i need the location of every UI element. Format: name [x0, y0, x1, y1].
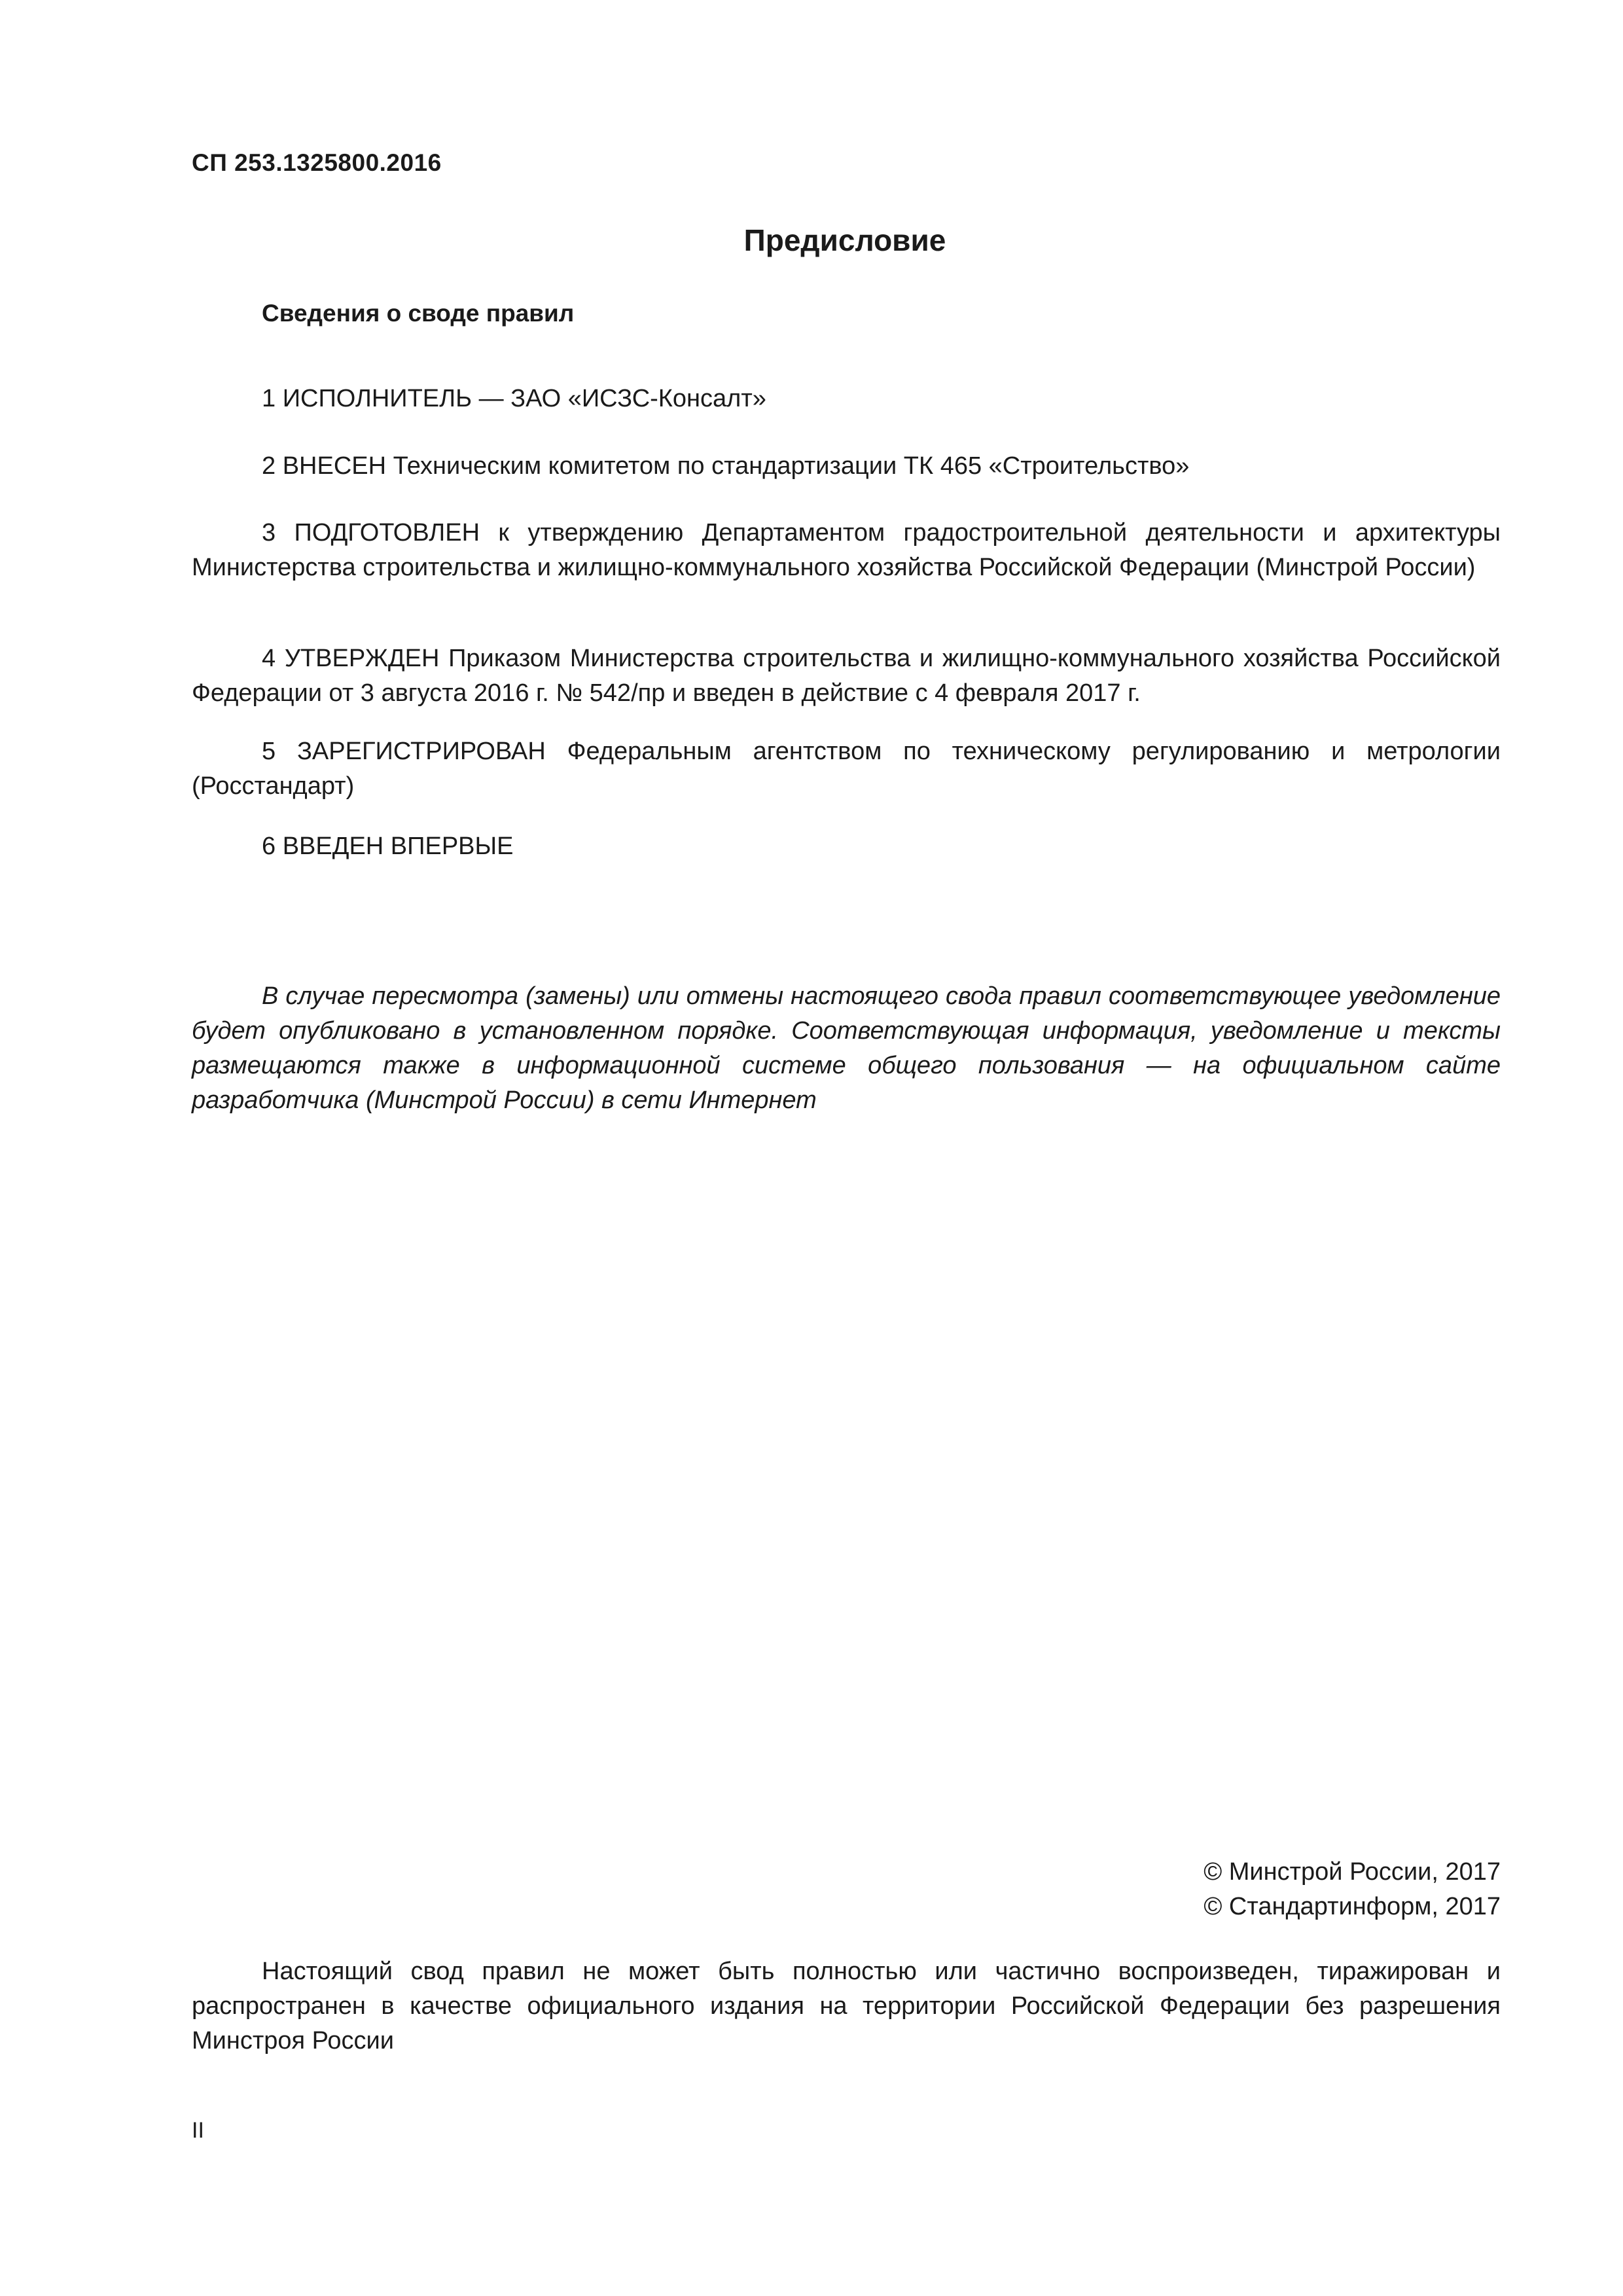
preface-item-3: 3 ПОДГОТОВЛЕН к утверждению Департаментом градостроительной деятельности и архитектуры Министерства строительства и жилищно-коммунального хозяйства Российской Федерации (Минстрой России)	[192, 519, 1501, 581]
section-subtitle: Сведения о своде правил	[262, 300, 575, 327]
page-title: Предисловие	[743, 223, 946, 257]
copyright-line-1: © Минстрой России, 2017	[1204, 1858, 1501, 1886]
preface-item-4: 4 УТВЕРЖДЕН Приказом Министерства строительства и жилищно-коммунального хозяйства Российской Федерации от 3 августа 2016 г. № 542/пр и введен в действие с 4 февраля 2017 г.	[192, 645, 1501, 707]
document-code: СП 253.1325800.2016	[192, 149, 442, 176]
copyright-line-2: © Стандартинформ, 2017	[1204, 1893, 1501, 1920]
preface-item-2: 2 ВНЕСЕН Техническим комитетом по стандартизации ТК 465 «Строительство»	[262, 452, 1190, 480]
preface-item-1: 1 ИСПОЛНИТЕЛЬ — ЗАО «ИСЗС-Консалт»	[262, 385, 766, 412]
revision-notice: В случае пересмотра (замены) или отмены настоящего свода правил соответствующее уведомление будет опубликовано в установленном порядке. Соответствующая информация, уведомление и тексты размещаются также в информационной системе общего пользования — на официальном сайте разработчика (Минстрой России) в сети Интернет	[192, 982, 1501, 1114]
preface-item-5: 5 ЗАРЕГИСТРИРОВАН Федеральным агентством по техническому регулированию и метрологии (Росстандарт)	[192, 738, 1501, 800]
page-number: II	[192, 2118, 204, 2143]
reproduction-notice: Настоящий свод правил не может быть полностью или частично воспроизведен, тиражирован и распространен в качестве официального издания на территории Российской Федерации без разрешения Минстроя России	[192, 1958, 1501, 2054]
copyright-block	[1204, 1855, 1501, 1924]
preface-item-6: 6 ВВЕДЕН ВПЕРВЫЕ	[262, 833, 514, 860]
